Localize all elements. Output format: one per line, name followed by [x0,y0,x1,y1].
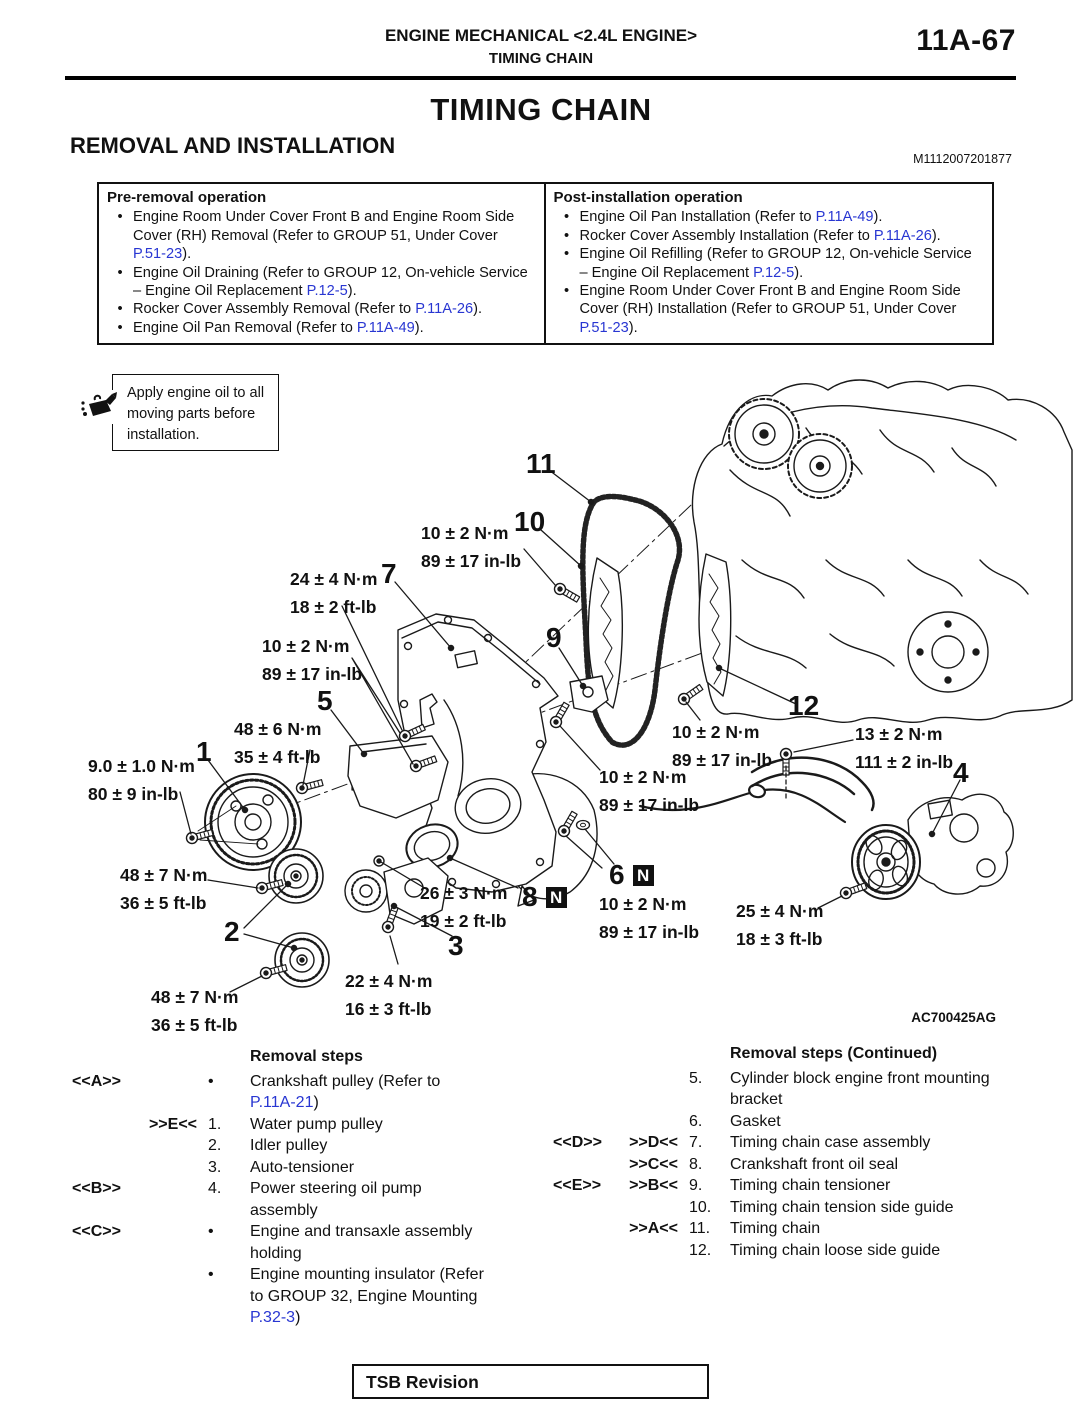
torque-label: 48 ± 7 N·m 36 ± 5 ft-lb [120,865,208,913]
list-item: • Rocker Cover Assembly Installation (Refer to P.11A-26). [554,227,983,245]
torque-label: 48 ± 6 N·m 35 ± 4 ft-lb [234,719,322,767]
callout-2: 2 [224,916,240,947]
step-row: 10. Timing chain tension side guide [689,1198,954,1216]
engine-block [692,380,1072,722]
page-ref-link[interactable]: P.12-5 [753,264,795,281]
n-flag: N [546,887,567,908]
list-item: • Engine Room Under Cover Front B and Engine Room Side Cover (RH) Installation (Refer to GROUP 51, Under Cover P.51-23). [554,282,983,337]
torque-label: 13 ± 2 N·m 111 ± 2 in-lb [855,724,954,772]
torque-label: 24 ± 4 N·m 18 ± 2 ft-lb [290,569,378,617]
header-chapter: ENGINE MECHANICAL <2.4L ENGINE> [384,26,698,45]
bullet: • [117,209,123,226]
callout-7: 7 [381,558,397,589]
torque-label: 9.0 ± 1.0 N·m 80 ± 9 in-lb [88,756,195,804]
removal-steps-title: Removal steps [250,1048,363,1065]
bullet: • [117,319,123,336]
step-row: >>C<< 8. Crankshaft front oil seal [629,1155,899,1173]
torque-label: 26 ± 3 N·m 19 ± 2 ft-lb [420,883,508,931]
torque-label: 48 ± 7 N·m 36 ± 5 ft-lb [151,987,239,1035]
page-ref-link[interactable]: P.32-3 [250,1309,296,1326]
step-row: <<C>> • Engine and transaxle assembly holding [72,1223,473,1262]
document-id: M1112007201877 [913,152,1012,166]
callout-5: 5 [317,685,333,716]
step-row: 6. Gasket [689,1112,781,1130]
step-row: >>E<< 1. Water pump pulley [148,1115,383,1133]
page-ref-link[interactable]: P.12-5 [306,283,348,300]
torque-label: 10 ± 2 N·m 89 ± 17 in-lb [599,894,700,942]
page-ref-link[interactable]: P.11A-49 [815,209,874,226]
page-ref-link[interactable]: P.11A-49 [356,319,415,336]
removal-steps-list [72,1046,490,1329]
list-item: • Rocker Cover Assembly Removal (Refer to P.11A-26). [107,300,534,318]
note-text: Apply engine oil to all moving parts before installation. [127,385,265,443]
step-row: 2. Idler pulley [208,1137,328,1154]
chain-tensioner [570,676,608,712]
torque-label: 10 ± 2 N·m 89 ± 17 in-lb [421,523,522,571]
callout-1: 1 [196,736,212,767]
power-steering-pump [852,794,1013,899]
torque-label: 10 ± 2 N·m 89 ± 17 in-lb [672,722,773,770]
torque-label: 10 ± 2 N·m 89 ± 17 in-lb [599,767,700,815]
list-item: • Engine Oil Draining (Refer to GROUP 12, On-vehicle Service – Engine Oil Replacement P.12-5). [107,264,534,301]
post-installation-title: Post-installation operation [553,189,743,206]
header-section: TIMING CHAIN [488,50,594,67]
callout-10: 10 [514,506,546,537]
step-row: <<D>> >>D<< 7. Timing chain case assembly [553,1134,931,1151]
pre-removal-title: Pre-removal operation [107,189,267,206]
page-number: 11A-67 [916,24,1016,57]
bullet: • [563,227,570,244]
step-row: • Engine mounting insulator (Refer to GROUP 32, Engine Mounting P.32-3) [208,1266,484,1326]
bullet: • [117,301,123,318]
n-flag: N [633,865,654,886]
step-row: <<B>> 4. Power steering oil pump assembly [72,1180,422,1219]
list-item: • Engine Oil Refilling (Refer to GROUP 12, On-vehicle Service – Engine Oil Replacement P.12-5). [554,245,983,282]
bullet: • [117,264,123,281]
callout-12: 12 [788,690,820,721]
callout-6: 6 N [609,859,654,891]
figure-code: AC700425AG [911,1010,996,1025]
callout-11: 11 [526,448,556,479]
step-row: <<E>> >>B<< 9. Timing chain tensioner [553,1177,891,1194]
list-item: • Engine Room Under Cover Front B and Engine Room Side Cover (RH) Removal (Refer to GROUP 51, Under Cover P.51-23). [107,208,534,263]
page-ref-link[interactable]: P.11A-26 [873,227,932,244]
step-row: >>A<< 11. Timing chain [629,1220,821,1237]
list-item: • Engine Oil Pan Removal (Refer to P.11A-49). [107,319,534,337]
removal-steps-continued-title: Removal steps (Continued) [730,1045,938,1062]
callout-9: 9 [546,622,562,653]
chain-guide-loose [699,554,731,696]
list-item: • Engine Oil Pan Installation (Refer to P.11A-49). [554,208,983,226]
page-ref-link[interactable]: P.11A-26 [415,301,474,318]
torque-label: 25 ± 4 N·m 18 ± 3 ft-lb [736,901,824,949]
callout-3: 3 [448,930,464,961]
page-ref-link[interactable]: P.11A-21 [250,1094,314,1111]
step-row: 3. Auto-tensioner [208,1158,355,1176]
section-title: REMOVAL AND INSTALLATION [70,133,396,158]
callout-4: 4 [953,757,969,788]
tsb-revision-box: TSB Revision [352,1364,709,1399]
page-ref-link[interactable]: P.51-23 [133,246,183,263]
page-ref-link[interactable]: P.51-23 [579,319,629,336]
step-row: 5. Cylinder block engine front mounting bracket [689,1069,990,1108]
torque-label: 10 ± 2 N·m 89 ± 17 in-lb [262,636,363,684]
removal-steps-continued-list [553,1043,993,1261]
callout-8: 8 N [522,881,567,913]
page-title: TIMING CHAIN [430,92,652,127]
step-row: <<A>> • Crankshaft pulley (Refer to P.11A-21) [72,1072,441,1111]
step-row: 12. Timing chain loose side guide [689,1241,941,1259]
bullet: • [563,246,570,263]
bullet: • [563,209,570,226]
bullet: • [563,283,570,300]
torque-label: 22 ± 4 N·m 16 ± 3 ft-lb [345,971,433,1019]
